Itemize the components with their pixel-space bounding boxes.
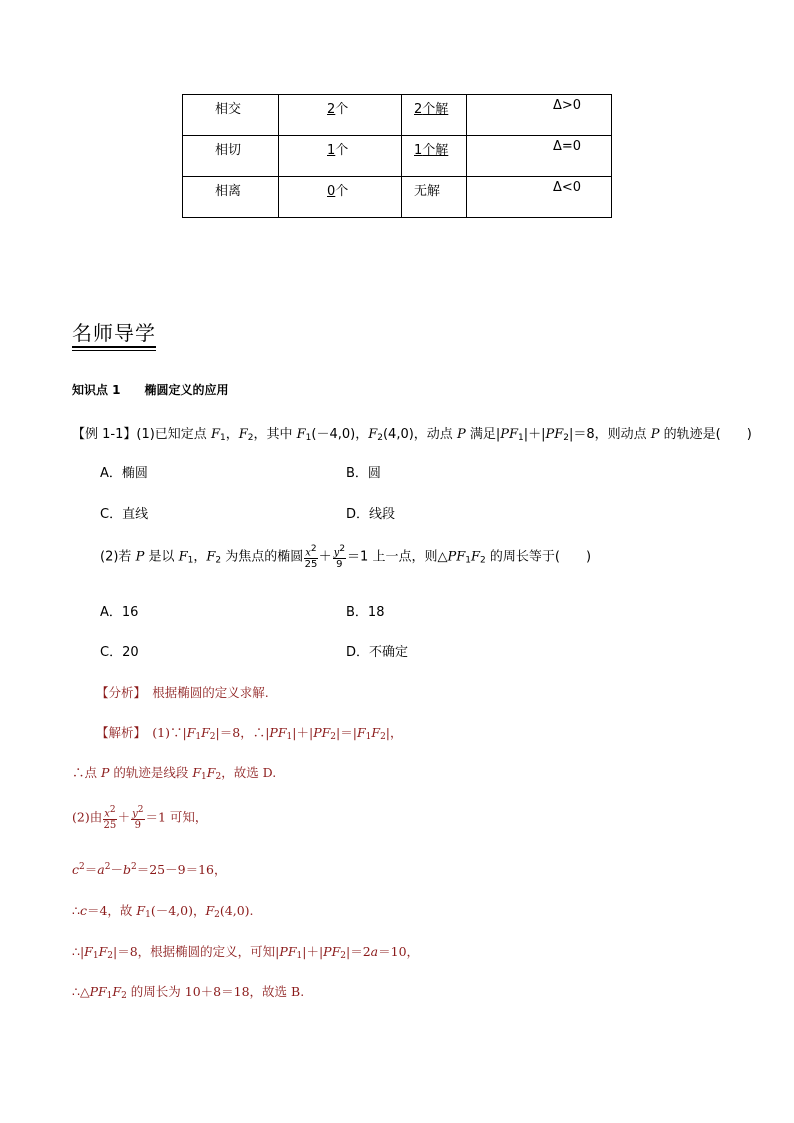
cell-relation: 相交 [183,95,279,136]
analysis-label: 【分析】 [96,685,140,700]
option-c-2: C．20 [100,645,139,660]
solution-line-5: ∴c＝4，故 $F_1(-4,0)$，$F_2(4,0)$. [72,903,254,920]
cell-solutions: 无解 [402,177,467,218]
table-row [183,177,612,218]
cell-relation: 相切 [183,136,279,177]
cell-count: 1个 [279,136,402,177]
option-a: A．椭圆 [100,466,148,481]
analysis [96,683,269,701]
cell-delta: Δ<0 [467,177,612,218]
cell-solutions: 1个解 [402,136,467,177]
solution-line-2: ∴点 P 的轨迹是线段 $F_1F_2$，故选 D. [72,765,277,782]
solution-label: 【解析】 [96,725,140,740]
option-d-2: D．不确定 [346,645,409,660]
cell-delta: Δ>0 [467,95,612,136]
option-d: D．线段 [346,507,396,522]
option-b-2: B．18 [346,605,385,620]
cell-solutions: 2个解 [402,95,467,136]
solution-line-3: (2)由 $\frac{x^2}{25}$ ＋ $\frac{y^2}{9}$ ＝1 可知， [72,805,208,832]
example-question-2: (2)若 P 是以 $F_1$，$F_2$ 为焦点的椭圆 $\frac{x^2}{25}$ ＋ $\frac{y^2}{9}$ ＝1 上一点，则$\triangle PF_1F_2$ 的周长等于( ) [100,544,592,571]
table-row [183,136,612,177]
example-question-1: 【例 1-1】(1)已知定点 $F_1$，$F_2$，其中 $F_1(-4,0)$，$F_2(4,0)$，动点 P 满足$|PF_1|+|PF_2|=8$，则动点 P 的轨迹是( ) [72,427,752,443]
solution-line-1: 【解析】 $(1)\because|F_1F_2|=8$，$\therefore|PF_1|+|PF_2|=|F_1F_2|$， [96,725,403,742]
solution-line-7: $\therefore\triangle PF_1F_2$ 的周长为 10＋8＝18，故选 B. [72,984,305,1001]
option-c: C．直线 [100,507,149,522]
cell-delta: Δ=0 [467,136,612,177]
section-title: 名师导学 [72,321,156,348]
cell-count: 2个 [279,95,402,136]
relation-table [182,94,612,218]
solution-line-4: $c^2=a^2-b^2=25-9=16$， [72,861,227,877]
knowledge-point: 知识点 1 椭圆定义的应用 [72,383,229,397]
analysis-text: 根据椭圆的定义求解. [152,685,269,700]
option-b: B．圆 [346,466,381,481]
cell-count: 0个 [279,177,402,218]
option-a-2: A．16 [100,605,139,620]
table-row [183,95,612,136]
solution-line-6: $\therefore|F_1F_2|=8$，根据椭圆的定义，可知$|PF_1|+|PF_2|=2a=10$， [72,944,420,961]
cell-relation: 相离 [183,177,279,218]
